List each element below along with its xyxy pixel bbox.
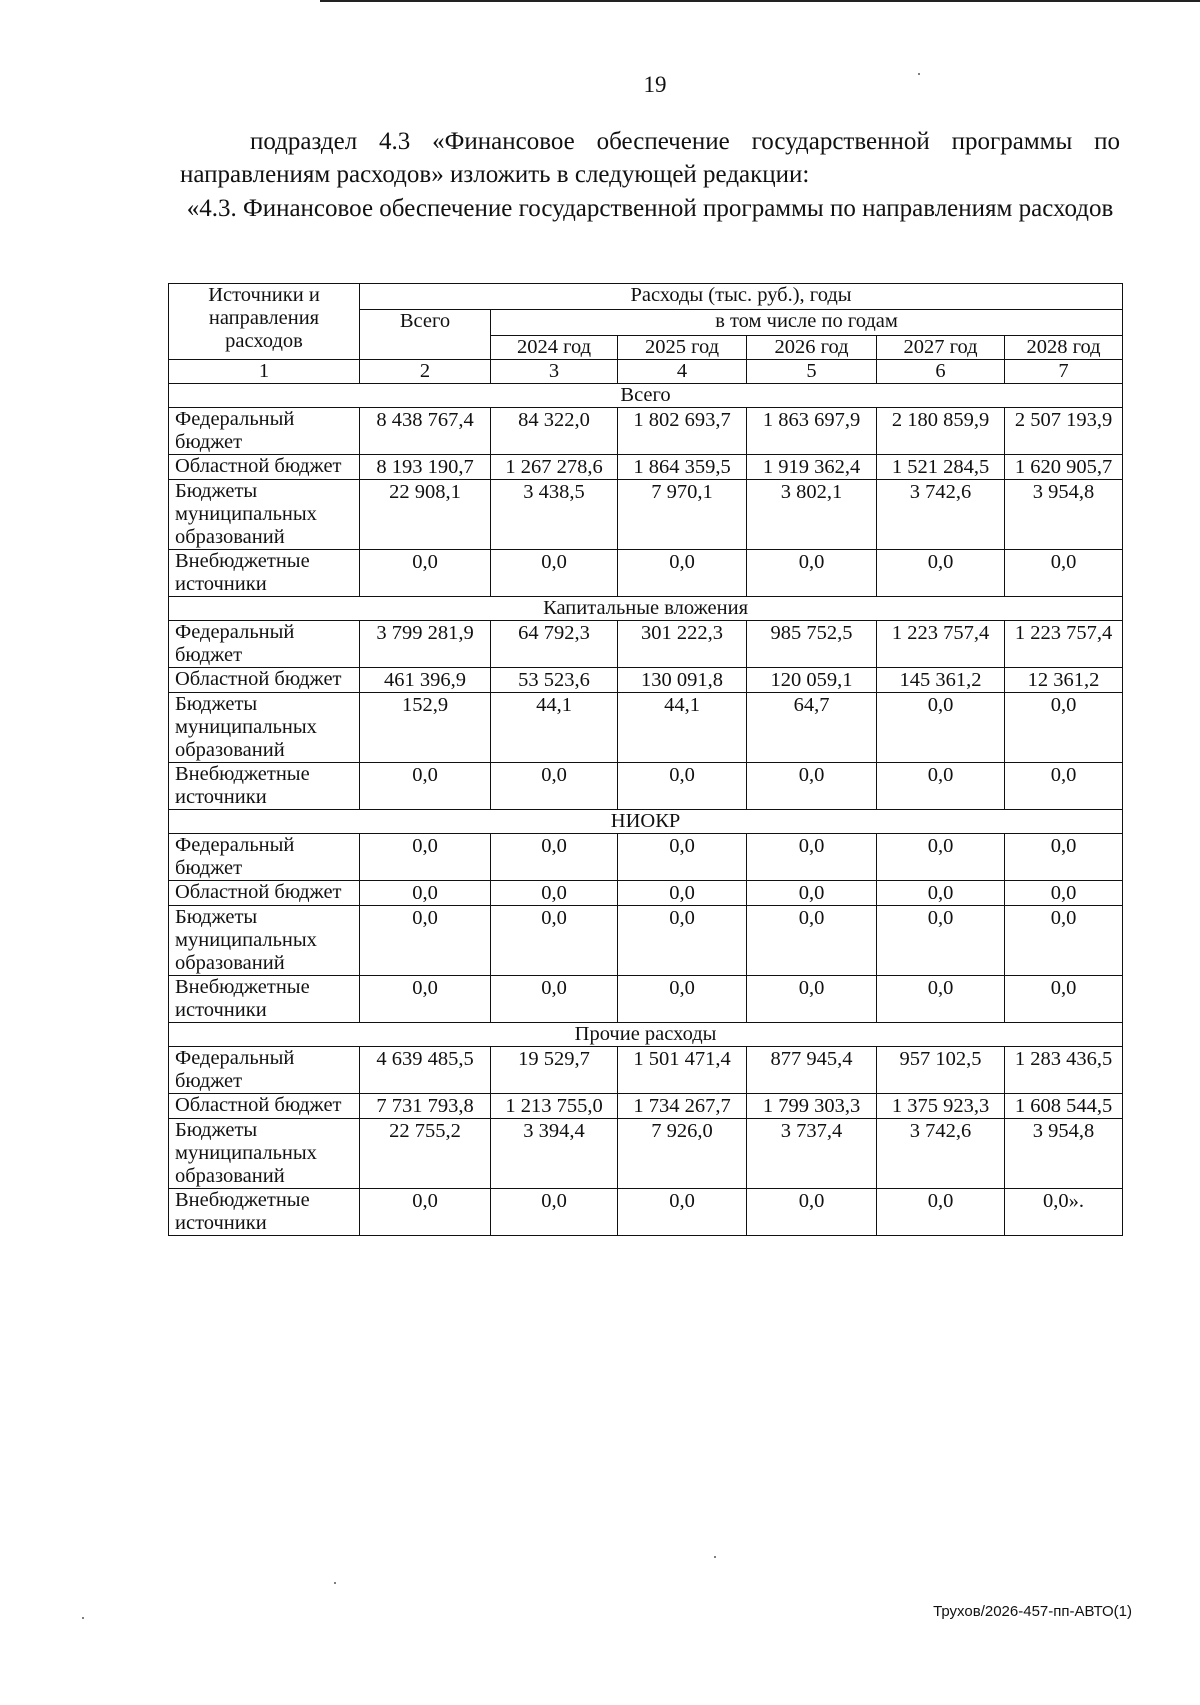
value-cell: 1 267 278,6 (491, 455, 618, 480)
value-cell: 0,0 (877, 550, 1005, 597)
value-cell: 0,0 (747, 881, 877, 906)
value-cell: 12 361,2 (1005, 668, 1123, 693)
section-title: Всего (169, 384, 1123, 408)
value-cell: 0,0 (360, 976, 491, 1023)
value-cell: 0,0 (618, 763, 747, 810)
value-cell: 0,0 (360, 834, 491, 881)
row-label: Областной бюджет (169, 881, 360, 906)
row-label: Внебюджетные источники (169, 763, 360, 810)
value-cell: 0,0 (491, 1189, 618, 1236)
value-cell: 1 608 544,5 (1005, 1094, 1123, 1119)
value-cell: 3 954,8 (1005, 1119, 1123, 1189)
value-cell: 3 438,5 (491, 480, 618, 550)
value-cell: 3 737,4 (747, 1119, 877, 1189)
section-title: НИОКР (169, 810, 1123, 834)
value-cell: 1 863 697,9 (747, 408, 877, 455)
scan-speck (334, 1582, 336, 1584)
total-header: Всего (360, 310, 491, 360)
value-cell: 2 507 193,9 (1005, 408, 1123, 455)
section-row-rnd (169, 810, 1123, 834)
table-row-municipal-budgets (169, 693, 1123, 763)
value-cell: 1 734 267,7 (618, 1094, 747, 1119)
year-header: 2025 год (618, 336, 747, 360)
row-label: Бюджеты муниципальных образований (169, 693, 360, 763)
expenses-header: Расходы (тыс. руб.), годы (360, 284, 1123, 310)
year-header: 2026 год (747, 336, 877, 360)
value-cell: 0,0 (877, 976, 1005, 1023)
value-cell: 0,0 (491, 550, 618, 597)
value-cell: 44,1 (618, 693, 747, 763)
value-cell: 0,0 (1005, 763, 1123, 810)
value-cell: 461 396,9 (360, 668, 491, 693)
table-row-municipal-budgets (169, 906, 1123, 976)
row-label: Бюджеты муниципальных образований (169, 1119, 360, 1189)
value-cell: 64 792,3 (491, 621, 618, 668)
section-row-total (169, 384, 1123, 408)
value-cell: 152,9 (360, 693, 491, 763)
table-body (169, 384, 1123, 1236)
column-number: 5 (747, 360, 877, 384)
value-cell: 0,0 (1005, 834, 1123, 881)
value-cell: 0,0 (1005, 693, 1123, 763)
value-cell: 0,0 (360, 881, 491, 906)
value-cell: 0,0 (747, 976, 877, 1023)
value-cell: 3 742,6 (877, 480, 1005, 550)
section-title: Капитальные вложения (169, 597, 1123, 621)
year-header: 2027 год (877, 336, 1005, 360)
value-cell: 0,0 (747, 1189, 877, 1236)
value-cell: 0,0 (360, 906, 491, 976)
row-label: Федеральный бюджет (169, 408, 360, 455)
value-cell: 7 731 793,8 (360, 1094, 491, 1119)
value-cell: 130 091,8 (618, 668, 747, 693)
value-cell: 0,0 (1005, 550, 1123, 597)
value-cell: 1 521 284,5 (877, 455, 1005, 480)
value-cell: 7 926,0 (618, 1119, 747, 1189)
value-cell: 0,0 (747, 550, 877, 597)
column-number: 3 (491, 360, 618, 384)
value-cell: 64,7 (747, 693, 877, 763)
value-cell: 0,0 (618, 976, 747, 1023)
scan-speck (918, 73, 920, 75)
value-cell: 0,0 (618, 906, 747, 976)
value-cell: 0,0 (1005, 976, 1123, 1023)
value-cell: 53 523,6 (491, 668, 618, 693)
value-cell: 0,0». (1005, 1189, 1123, 1236)
scan-speck (714, 1556, 716, 1558)
column-number: 7 (1005, 360, 1123, 384)
value-cell: 0,0 (877, 834, 1005, 881)
row-label: Федеральный бюджет (169, 834, 360, 881)
value-cell: 1 501 471,4 (618, 1047, 747, 1094)
value-cell: 1 223 757,4 (877, 621, 1005, 668)
row-label: Внебюджетные источники (169, 550, 360, 597)
value-cell: 84 322,0 (491, 408, 618, 455)
row-label: Федеральный бюджет (169, 621, 360, 668)
value-cell: 877 945,4 (747, 1047, 877, 1094)
value-cell: 8 193 190,7 (360, 455, 491, 480)
value-cell: 0,0 (747, 906, 877, 976)
value-cell: 0,0 (877, 763, 1005, 810)
value-cell: 957 102,5 (877, 1047, 1005, 1094)
value-cell: 0,0 (1005, 881, 1123, 906)
row-label: Областной бюджет (169, 455, 360, 480)
value-cell: 0,0 (491, 834, 618, 881)
value-cell: 0,0 (618, 1189, 747, 1236)
value-cell: 0,0 (491, 906, 618, 976)
row-label: Областной бюджет (169, 668, 360, 693)
value-cell: 0,0 (877, 906, 1005, 976)
value-cell: 985 752,5 (747, 621, 877, 668)
value-cell: 0,0 (618, 881, 747, 906)
value-cell: 0,0 (1005, 906, 1123, 976)
table-row-federal-budget (169, 1047, 1123, 1094)
value-cell: 1 223 757,4 (1005, 621, 1123, 668)
value-cell: 0,0 (877, 1189, 1005, 1236)
table-row-extrabudgetary-sources (169, 550, 1123, 597)
top-rule (320, 0, 1200, 2)
value-cell: 0,0 (877, 693, 1005, 763)
value-cell: 1 919 362,4 (747, 455, 877, 480)
column-number: 4 (618, 360, 747, 384)
value-cell: 120 059,1 (747, 668, 877, 693)
table-row-extrabudgetary-sources (169, 976, 1123, 1023)
value-cell: 0,0 (360, 763, 491, 810)
value-cell: 0,0 (491, 881, 618, 906)
value-cell: 0,0 (747, 763, 877, 810)
value-cell: 19 529,7 (491, 1047, 618, 1094)
table-row-federal-budget (169, 621, 1123, 668)
section-title: Прочие расходы (169, 1023, 1123, 1047)
value-cell: 3 954,8 (1005, 480, 1123, 550)
value-cell: 145 361,2 (877, 668, 1005, 693)
table-row-regional-budget (169, 1094, 1123, 1119)
value-cell: 3 742,6 (877, 1119, 1005, 1189)
value-cell: 1 375 923,3 (877, 1094, 1005, 1119)
row-label: Бюджеты муниципальных образований (169, 480, 360, 550)
table-row-extrabudgetary-sources (169, 763, 1123, 810)
table-row-federal-budget (169, 834, 1123, 881)
year-header: 2028 год (1005, 336, 1123, 360)
value-cell: 0,0 (618, 550, 747, 597)
intro-paragraph: подраздел 4.3 «Финансовое обеспечение государственной программы по направлениям расходов» изложить в следующей редакции: (180, 128, 1120, 188)
value-cell: 22 908,1 (360, 480, 491, 550)
scan-speck (82, 1617, 84, 1619)
row-label: Бюджеты муниципальных образований (169, 906, 360, 976)
value-cell: 1 620 905,7 (1005, 455, 1123, 480)
column-number-row (169, 360, 1123, 384)
value-cell: 0,0 (491, 763, 618, 810)
value-cell: 3 394,4 (491, 1119, 618, 1189)
value-cell: 0,0 (360, 1189, 491, 1236)
value-cell: 0,0 (877, 881, 1005, 906)
value-cell: 1 799 303,3 (747, 1094, 877, 1119)
by-years-header: в том числе по годам (491, 310, 1123, 336)
value-cell: 4 639 485,5 (360, 1047, 491, 1094)
value-cell: 44,1 (491, 693, 618, 763)
table-row-regional-budget (169, 668, 1123, 693)
table-row-regional-budget (169, 881, 1123, 906)
table-row-regional-budget (169, 455, 1123, 480)
table-row-municipal-budgets (169, 480, 1123, 550)
column-number: 1 (169, 360, 360, 384)
header-row-1 (169, 284, 1123, 310)
year-header: 2024 год (491, 336, 618, 360)
section-row-other-expenses (169, 1023, 1123, 1047)
table-row-municipal-budgets (169, 1119, 1123, 1189)
value-cell: 22 755,2 (360, 1119, 491, 1189)
value-cell: 1 283 436,5 (1005, 1047, 1123, 1094)
value-cell: 1 802 693,7 (618, 408, 747, 455)
column-number: 2 (360, 360, 491, 384)
footer-document-code: Трухов/2026-457-пп-АВТО(1) (933, 1603, 1132, 1620)
financing-table (168, 283, 1123, 1236)
value-cell: 3 799 281,9 (360, 621, 491, 668)
sources-header: Источники и направления расходов (169, 284, 360, 360)
table-row-federal-budget (169, 408, 1123, 455)
page-number: 19 (643, 72, 667, 97)
value-cell: 0,0 (747, 834, 877, 881)
value-cell: 1 864 359,5 (618, 455, 747, 480)
value-cell: 0,0 (618, 834, 747, 881)
row-label: Областной бюджет (169, 1094, 360, 1119)
value-cell: 0,0 (360, 550, 491, 597)
value-cell: 8 438 767,4 (360, 408, 491, 455)
section-row-capital-investments (169, 597, 1123, 621)
value-cell: 301 222,3 (618, 621, 747, 668)
row-label: Внебюджетные источники (169, 1189, 360, 1236)
table-row-extrabudgetary-sources (169, 1189, 1123, 1236)
value-cell: 1 213 755,0 (491, 1094, 618, 1119)
value-cell: 0,0 (491, 976, 618, 1023)
row-label: Внебюджетные источники (169, 976, 360, 1023)
section-heading: «4.3. Финансовое обеспечение государственной программы по направлениям расходов (186, 195, 1114, 222)
column-number: 6 (877, 360, 1005, 384)
value-cell: 7 970,1 (618, 480, 747, 550)
value-cell: 3 802,1 (747, 480, 877, 550)
value-cell: 2 180 859,9 (877, 408, 1005, 455)
row-label: Федеральный бюджет (169, 1047, 360, 1094)
